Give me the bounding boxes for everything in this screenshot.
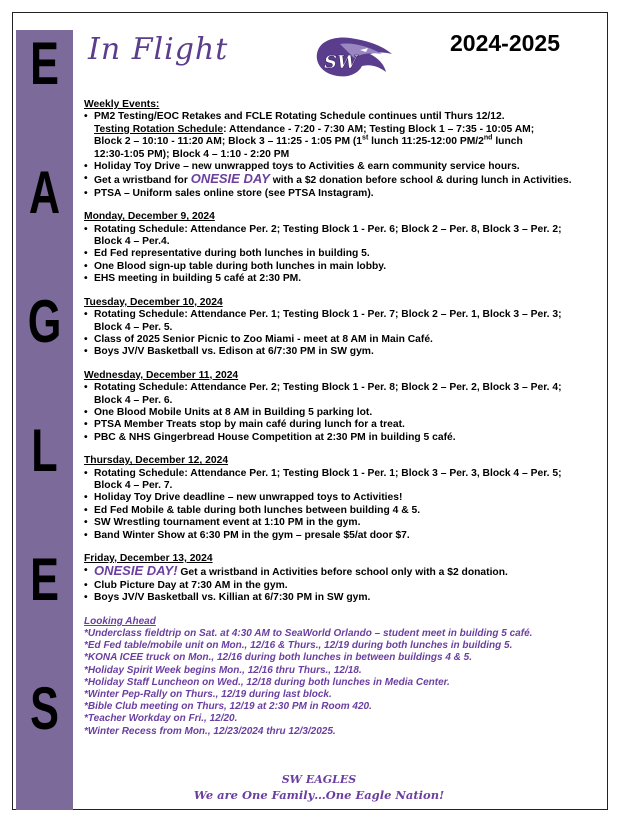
weekly-events-section: [84, 99, 594, 200]
item-text: Get a wristband for: [94, 175, 191, 187]
tuesday-section: [84, 297, 594, 359]
monday-heading: Monday, December 9, 2024: [84, 211, 215, 223]
list-item: • Band Winter Show at 6:30 PM in the gym – presale $5/at door $7.: [84, 530, 594, 542]
thursday-section: [84, 455, 594, 542]
list-item-continuation: Block 4 – Per.4.: [94, 236, 170, 248]
list-item: • Class of 2025 Senior Picnic to Zoo Miami - meet at 8 AM in Main Café.: [84, 334, 594, 346]
list-item: • PTSA – Uniform sales online store (see PTSA Instagram).: [84, 188, 594, 200]
list-item: • Rotating Schedule: Attendance Per. 2; Testing Block 1 - Per. 8; Block 2 – Per. 2, Block 3 – Per. 4;: [84, 382, 594, 394]
list-item: • Rotating Schedule: Attendance Per. 1; Testing Block 1 - Per. 1; Block 3 – Per. 3, Block 4 – Per. 5;: [84, 468, 594, 480]
ordinal-superscript: nd: [483, 134, 493, 142]
onesie-day-highlight: ONESIE DAY: [190, 171, 270, 187]
list-item: • PTSA Member Treats stop by main café during lunch for a treat.: [84, 419, 594, 431]
list-item-continuation: Block 4 – Per. 5.: [94, 321, 173, 333]
item-text: with a $2 donation before school & during lunch in Activities.: [269, 175, 572, 187]
list-item: • One Blood sign-up table during both lunches in main lobby.: [84, 261, 594, 273]
weekly-events-heading: Weekly Events:: [84, 99, 160, 110]
looking-ahead-item: *Holiday Staff Luncheon on Wed., 12/18 during both lunches in Media Center.: [84, 676, 450, 688]
school-year: 2024-2025: [450, 30, 560, 56]
list-item: • Boys JV/V Basketball vs. Killian at 6/7:30 PM in SW gym.: [84, 592, 594, 604]
rotation-schedule-label: Testing Rotation Schedule: [94, 123, 224, 135]
logo-text: SW: [324, 52, 358, 73]
list-item: • Ed Fed representative during both lunches in building 5.: [84, 248, 594, 260]
rotation-schedule-line: [84, 136, 594, 148]
newsletter-content: [84, 99, 594, 749]
footer-title: SW EAGLES: [281, 773, 357, 786]
item-text: Get a wristband in Activities before school only with a $2 donation.: [177, 567, 508, 579]
looking-ahead-section: [84, 616, 594, 738]
list-item: [84, 173, 594, 187]
footer-motto: We are One Family…One Eagle Nation!: [193, 788, 445, 802]
list-item: • Club Picture Day at 7:30 AM in the gym.: [84, 580, 594, 592]
looking-ahead-item: *Winter Pep-Rally on Thurs., 12/19 during last block.: [84, 689, 332, 701]
thursday-heading: Thursday, December 12, 2024: [84, 455, 229, 467]
wednesday-heading: Wednesday, December 11, 2024: [84, 369, 239, 381]
monday-section: [84, 211, 594, 285]
list-item: • EHS meeting in building 5 café at 2:30 PM.: [84, 273, 594, 285]
sidebar-letter: S: [30, 675, 59, 742]
looking-ahead-item: *Bible Club meeting on Thurs, 12/19 at 2:30 PM in Room 420.: [84, 701, 372, 713]
list-item: • One Blood Mobile Units at 8 AM in Building 5 parking lot.: [84, 407, 594, 419]
sidebar-letter: A: [28, 159, 61, 226]
looking-ahead-item: *Ed Fed table/mobile unit on Mon., 12/16 & Thurs., 12/19 during both lunches in building 5.: [84, 640, 513, 652]
rotation-text: lunch 11:25-12:00 PM/2: [368, 136, 484, 148]
list-item: • Ed Fed Mobile & table during both lunches between building 4 & 5.: [84, 505, 594, 517]
list-item: • PM2 Testing/EOC Retakes and FCLE Rotating Schedule continues until Thurs 12/12.: [84, 111, 594, 123]
rotation-text: : Attendance - 7:20 - 7:30 AM; Testing Block 1 – 7:35 - 10:05 AM;: [223, 123, 535, 135]
list-item-continuation: Block 4 – Per. 7.: [94, 479, 173, 491]
tuesday-heading: Tuesday, December 10, 2024: [84, 296, 223, 308]
rotation-text: lunch: [492, 136, 523, 148]
looking-ahead-heading: Looking Ahead: [84, 615, 156, 627]
looking-ahead-item: *Winter Recess from Mon., 12/23/2024 thru 12/3/2025.: [84, 725, 336, 737]
looking-ahead-item: *KONA ICEE truck on Mon., 12/16 during both lunches in between buildings 4 & 5.: [84, 652, 473, 664]
list-item: • Holiday Toy Drive deadline – new unwrapped toys to Activities!: [84, 492, 594, 504]
list-item: • SW Wrestling tournament event at 1:10 PM in the gym.: [84, 517, 594, 529]
wednesday-section: [84, 370, 594, 444]
ordinal-superscript: st: [362, 134, 369, 142]
sidebar-letter: L: [31, 417, 58, 484]
eagles-sidebar: [16, 30, 73, 810]
list-item: • Rotating Schedule: Attendance Per. 1; Testing Block 1 - Per. 7; Block 2 – Per. 1, Block 3 – Per. 3;: [84, 309, 594, 321]
list-item: • Holiday Toy Drive – new unwrapped toys to Activities & earn community service hours.: [84, 161, 594, 173]
list-item: • PBC & NHS Gingerbread House Competition at 2:30 PM in building 5 café.: [84, 432, 594, 444]
newsletter-title: In Flight: [88, 32, 229, 67]
list-item: • Rotating Schedule: Attendance Per. 2; Testing Block 1 - Per. 6; Block 2 – Per. 8, Block 3 – Per. 2;: [84, 224, 594, 236]
looking-ahead-item: *Teacher Workday on Fri., 12/20.: [84, 713, 238, 725]
looking-ahead-item: *Holiday Spirit Week begins Mon., 12/16 thru Thurs., 12/18.: [84, 664, 362, 676]
friday-heading: Friday, December 13, 2024: [84, 553, 213, 564]
list-item-continuation: Block 4 – Per. 6.: [94, 394, 173, 406]
list-item: • Boys JV/V Basketball vs. Edison at 6/7:30 PM in SW gym.: [84, 346, 594, 358]
onesie-day-highlight: ONESIE DAY!: [94, 563, 178, 579]
rotation-text: Block 2 – 10:10 - 11:20 AM; Block 3 – 11:25 - 1:05 PM (1: [94, 136, 363, 148]
rotation-schedule-line: 12:30-1:05 PM); Block 4 – 1:10 - 2:20 PM: [94, 148, 290, 160]
list-item: [84, 565, 594, 579]
eagle-logo: [300, 30, 400, 82]
friday-section: [84, 553, 594, 605]
rotation-schedule-line: [84, 124, 594, 136]
sidebar-letter: G: [27, 288, 62, 355]
sidebar-letter: E: [30, 30, 59, 97]
looking-ahead-item: *Underclass fieldtrip on Sat. at 4:30 AM to SeaWorld Orlando – student meet in building 5 café.: [84, 628, 533, 640]
sidebar-letter: E: [30, 546, 59, 613]
